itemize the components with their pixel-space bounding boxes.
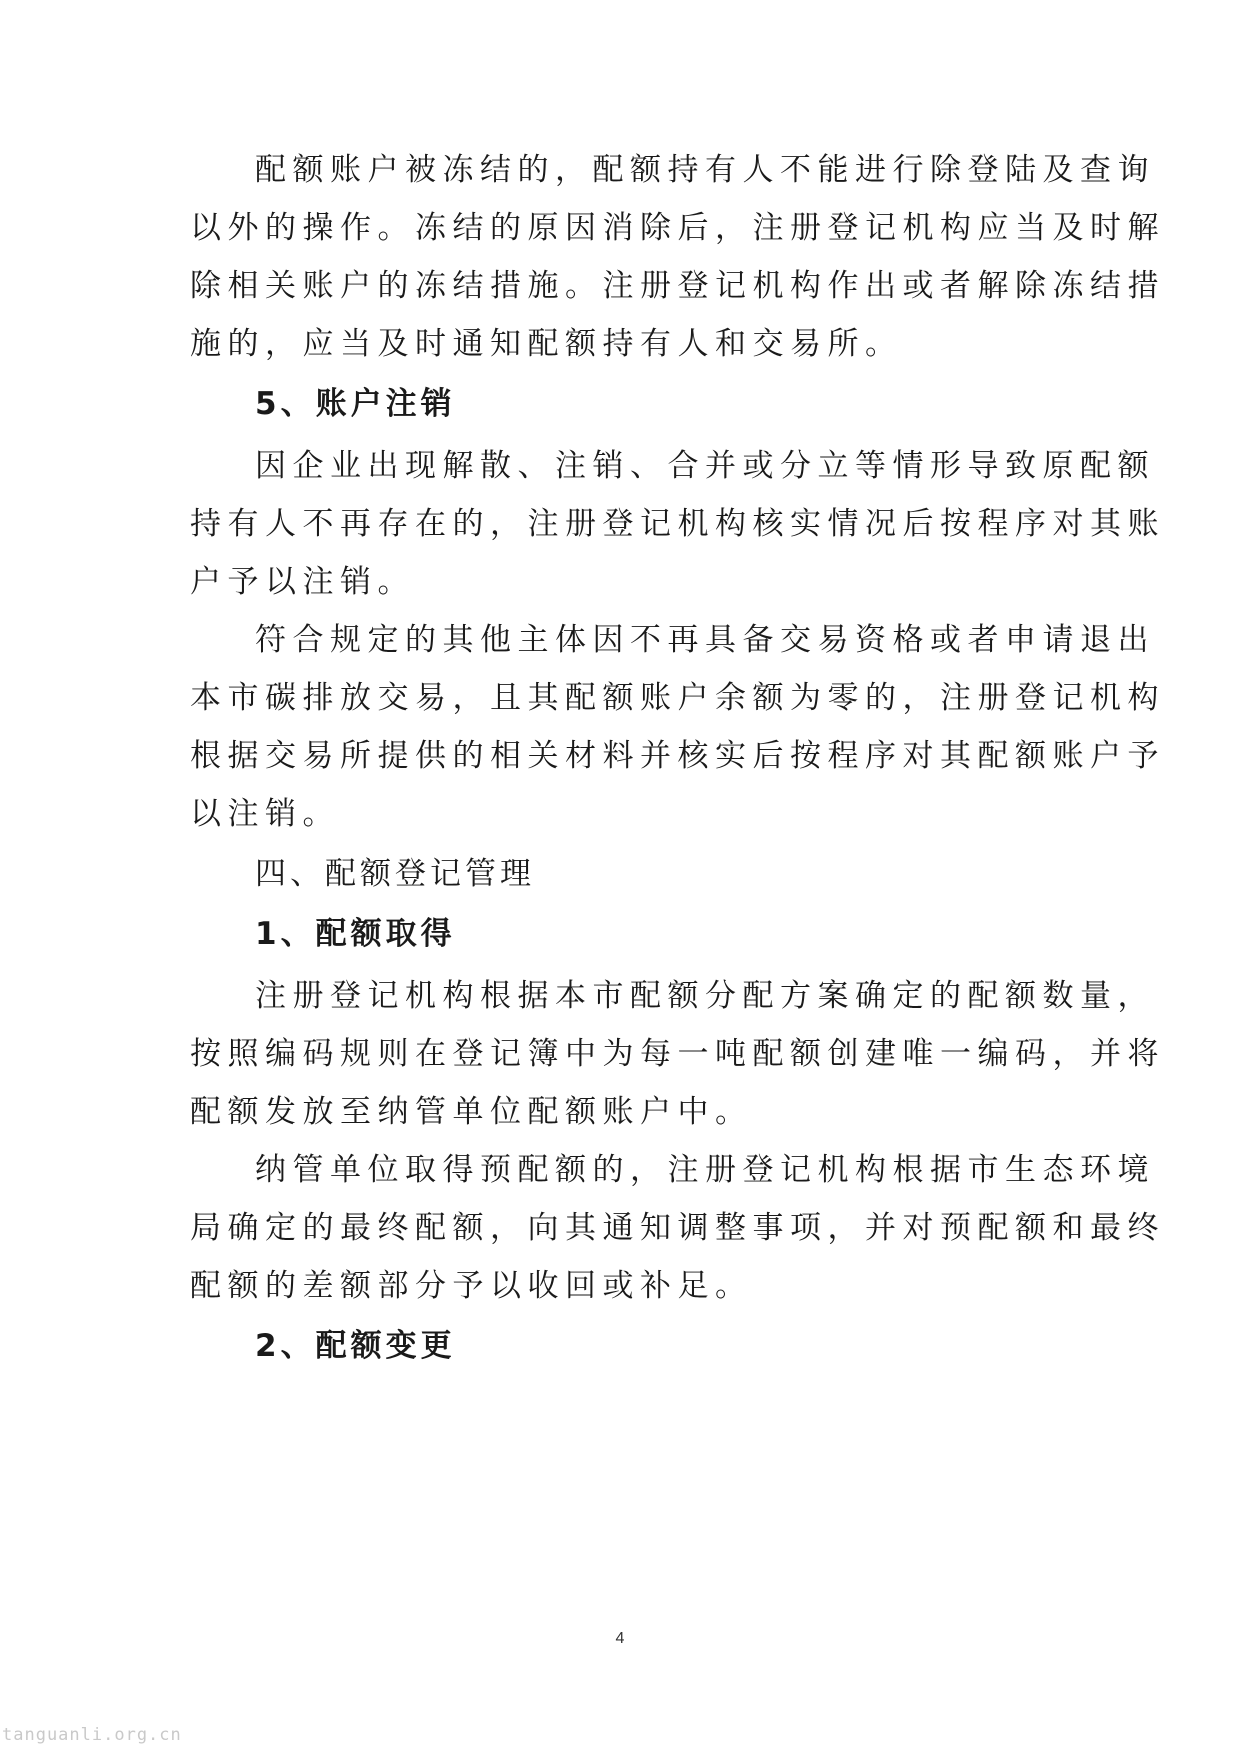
paragraph-line: 配额发放至纳管单位配额账户中。 — [190, 1094, 753, 1130]
paragraph-line: 根据交易所提供的相关材料并核实后按程序对其配额账户予 — [190, 738, 1165, 774]
paragraph-line: 持有人不再存在的，注册登记机构核实情况后按程序对其账 — [190, 506, 1165, 542]
paragraph-line: 注册登记机构根据本市配额分配方案确定的配额数量， — [255, 978, 1155, 1014]
chapter-heading: 四、配额登记管理 — [255, 856, 535, 892]
paragraph-line: 因企业出现解散、注销、合并或分立等情形导致原配额 — [255, 448, 1155, 484]
paragraph-line: 纳管单位取得预配额的，注册登记机构根据市生态环境 — [255, 1152, 1155, 1188]
section-heading: 5、账户注销 — [255, 386, 456, 422]
watermark: tanguanli.org.cn — [2, 1725, 182, 1745]
page-number: 4 — [615, 1630, 625, 1647]
paragraph-line: 局确定的最终配额，向其通知调整事项，并对预配额和最终 — [190, 1210, 1165, 1246]
paragraph-line: 除相关账户的冻结措施。注册登记机构作出或者解除冻结措 — [190, 268, 1165, 304]
paragraph-line: 施的，应当及时通知配额持有人和交易所。 — [190, 326, 903, 362]
paragraph-line: 户予以注销。 — [190, 564, 415, 600]
section-heading: 1、配额取得 — [255, 916, 456, 952]
paragraph-line: 以外的操作。冻结的原因消除后，注册登记机构应当及时解 — [190, 210, 1165, 246]
paragraph-line: 按照编码规则在登记簿中为每一吨配额创建唯一编码，并将 — [190, 1036, 1165, 1072]
section-heading: 2、配额变更 — [255, 1328, 456, 1364]
paragraph-line: 本市碳排放交易，且其配额账户余额为零的，注册登记机构 — [190, 680, 1165, 716]
paragraph-line: 以注销。 — [190, 796, 340, 832]
paragraph-line: 配额账户被冻结的，配额持有人不能进行除登陆及查询 — [255, 152, 1155, 188]
paragraph-line: 符合规定的其他主体因不再具备交易资格或者申请退出 — [255, 622, 1155, 658]
paragraph-line: 配额的差额部分予以收回或补足。 — [190, 1268, 753, 1304]
